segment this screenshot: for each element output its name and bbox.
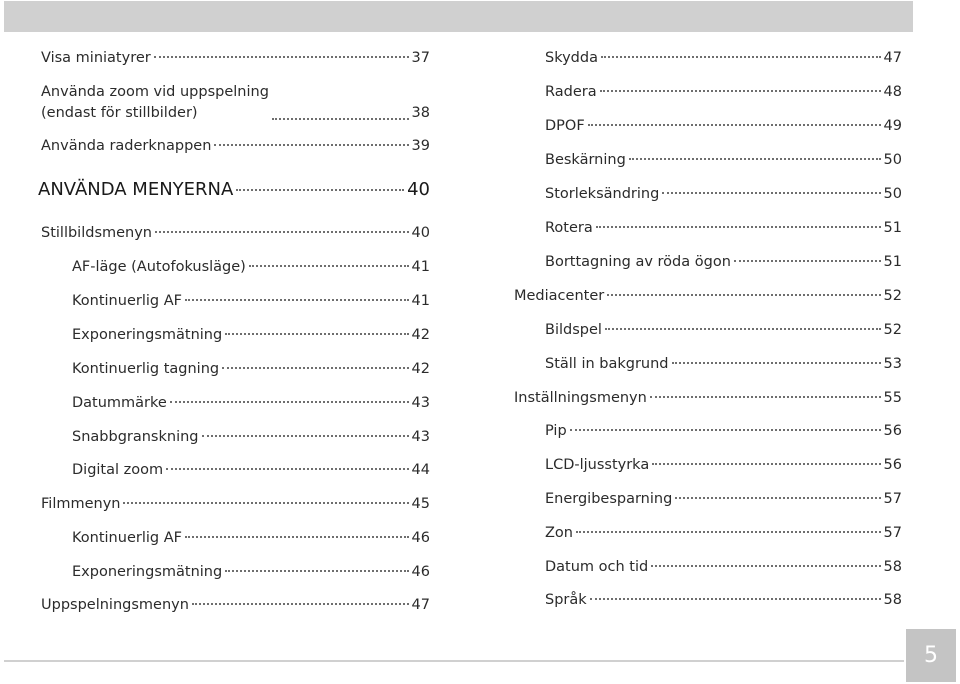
toc-entry-label: Beskärning [545, 152, 626, 168]
toc-entry[interactable] [545, 488, 902, 510]
leader-dots [249, 265, 409, 267]
toc-entry-page: 46 [411, 530, 430, 546]
toc-entry-label: Kontinuerlig tagning [72, 361, 220, 377]
leader-dots [651, 565, 880, 567]
page-number: 5 [924, 643, 938, 668]
toc-entry-page: 47 [883, 50, 902, 66]
header-bar [4, 1, 913, 32]
toc-entry[interactable] [545, 115, 902, 137]
toc-entry-page: 50 [883, 152, 902, 168]
leader-dots [155, 231, 409, 233]
leader-dots [629, 158, 881, 160]
toc-entry[interactable] [72, 392, 430, 414]
toc-entry-page: 57 [883, 491, 902, 507]
toc-entry-label: Stillbildsmenyn [41, 225, 153, 241]
leader-dots [600, 90, 881, 92]
toc-entry[interactable] [545, 420, 902, 442]
toc-entry-page: 56 [883, 423, 902, 439]
leader-dots [601, 56, 881, 58]
toc-entry-page: 56 [883, 457, 902, 473]
leader-dots [607, 294, 880, 296]
toc-entry-page: 58 [883, 559, 902, 575]
toc-entry-page: 43 [411, 395, 430, 411]
toc-entry-page: 45 [411, 496, 430, 512]
toc-entry-page: 47 [411, 597, 430, 613]
toc-entry-label: Filmmenyn [41, 496, 121, 512]
leader-dots [123, 502, 408, 504]
toc-entry[interactable] [72, 459, 430, 481]
toc-entry-page: 49 [883, 118, 902, 134]
toc-entry-label: Kontinuerlig AF [72, 293, 182, 309]
page-number-badge [906, 629, 956, 682]
toc-entry-page: 51 [883, 254, 902, 270]
toc-entry-page: 40 [407, 179, 430, 200]
toc-entry-page: 46 [411, 564, 430, 580]
toc-entry[interactable] [545, 319, 902, 341]
toc-entry-label: Inställningsmenyn [514, 390, 647, 406]
toc-entry[interactable] [41, 493, 430, 515]
toc-entry-page: 52 [883, 322, 902, 338]
toc-entry[interactable] [41, 84, 430, 124]
leader-dots [590, 598, 881, 600]
leader-dots [605, 328, 881, 330]
toc-entry[interactable] [514, 387, 902, 409]
leader-dots [675, 497, 880, 499]
toc-entry-label: Använda zoom vid uppspelning (endast för stillbilder) [41, 84, 269, 121]
toc-entry-page: 38 [411, 105, 430, 121]
leader-dots [734, 260, 881, 262]
toc-entry[interactable] [545, 353, 902, 375]
toc-entry-page: 40 [411, 225, 430, 241]
toc-entry-label: Radera [545, 84, 597, 100]
toc-entry-page: 42 [411, 327, 430, 343]
toc-entry-page: 53 [883, 356, 902, 372]
toc-entry-label: Kontinuerlig AF [72, 530, 182, 546]
toc-entry[interactable] [72, 290, 430, 312]
leader-dots [272, 118, 409, 120]
toc-entry-label: Använda raderknappen [41, 138, 212, 154]
toc-entry[interactable] [41, 594, 430, 616]
footer-rule [4, 660, 904, 662]
toc-entry-label: Rotera [545, 220, 593, 236]
leader-dots [570, 429, 881, 431]
leader-dots [576, 531, 881, 533]
leader-dots [170, 401, 409, 403]
toc-entry[interactable] [545, 47, 902, 69]
toc-section-heading[interactable] [38, 179, 430, 201]
toc-entry-page: 58 [883, 592, 902, 608]
leader-dots [202, 435, 409, 437]
toc-entry-page: 41 [411, 293, 430, 309]
toc-entry-label: DPOF [545, 118, 585, 134]
leader-dots [185, 299, 409, 301]
toc-entry-label: Storleksändring [545, 186, 660, 202]
toc-entry-label: Pip [545, 423, 567, 439]
toc-entry-page: 48 [883, 84, 902, 100]
toc-entry-label: Exponeringsmätning [72, 564, 223, 580]
toc-entry-page: 51 [883, 220, 902, 236]
toc-entry-page: 42 [411, 361, 430, 377]
leader-dots [650, 396, 881, 398]
toc-entry[interactable] [545, 149, 902, 171]
toc-entry[interactable] [545, 556, 902, 578]
toc-entry[interactable] [41, 47, 430, 69]
toc-entry-label: Exponeringsmätning [72, 327, 223, 343]
toc-entry[interactable] [72, 561, 430, 583]
toc-entry[interactable] [72, 426, 430, 448]
toc-entry[interactable] [72, 358, 430, 380]
leader-dots [222, 367, 408, 369]
toc-entry-page: 55 [883, 390, 902, 406]
toc-entry-label: Visa miniatyrer [41, 50, 151, 66]
toc-entry[interactable] [72, 324, 430, 346]
toc-entry-label: Bildspel [545, 322, 602, 338]
leader-dots [166, 468, 408, 470]
leader-dots [596, 226, 881, 228]
toc-entry-label: Skydda [545, 50, 598, 66]
toc-entry[interactable] [545, 522, 902, 544]
toc-entry[interactable] [545, 251, 902, 273]
leader-dots [225, 333, 408, 335]
toc-entry-page: 43 [411, 429, 430, 445]
toc-entry[interactable] [545, 589, 902, 611]
leader-dots [214, 144, 408, 146]
leader-dots [236, 189, 404, 191]
leader-dots [672, 362, 881, 364]
toc-entry[interactable] [514, 285, 902, 307]
toc-entry-label: Digital zoom [72, 462, 164, 478]
toc-entry-label: Snabbgranskning [72, 429, 199, 445]
toc-entry[interactable] [545, 183, 902, 205]
toc-entry[interactable] [72, 527, 430, 549]
toc-entry-page: 44 [411, 462, 430, 478]
toc-entry-page: 50 [883, 186, 902, 202]
toc-entry[interactable] [72, 256, 430, 278]
leader-dots [154, 56, 409, 58]
toc-entry-label: AF-läge (Autofokusläge) [72, 259, 246, 275]
toc-entry-label: Datummärke [72, 395, 167, 411]
leader-dots [192, 603, 409, 605]
toc-entry-label: Borttagning av röda ögon [545, 254, 731, 270]
toc-entry-page: 39 [411, 138, 430, 154]
toc-entry[interactable] [41, 135, 430, 157]
toc-entry-page: 37 [411, 50, 430, 66]
toc-entry[interactable] [545, 454, 902, 476]
toc-entry-label: Mediacenter [514, 288, 605, 304]
leader-dots [662, 192, 880, 194]
toc-entry-page: 57 [883, 525, 902, 541]
toc-entry-label: Energibesparning [545, 491, 673, 507]
leader-dots [652, 463, 880, 465]
toc-entry-label: ANVÄNDA MENYERNA [38, 179, 234, 200]
toc-entry[interactable] [545, 217, 902, 239]
toc-entry-page: 52 [883, 288, 902, 304]
toc-entry-page: 41 [411, 259, 430, 275]
toc-entry-label: Ställ in bakgrund [545, 356, 669, 372]
leader-dots [588, 124, 881, 126]
toc-entry-label: Datum och tid [545, 559, 649, 575]
leader-dots [185, 536, 409, 538]
toc-entry-label: Språk [545, 592, 587, 608]
toc-entry[interactable] [41, 222, 430, 244]
toc-entry[interactable] [545, 81, 902, 103]
toc-entry-label: LCD-ljusstyrka [545, 457, 650, 473]
toc-entry-label: Uppspelningsmenyn [41, 597, 189, 613]
leader-dots [225, 570, 408, 572]
toc-entry-label: Zon [545, 525, 573, 541]
